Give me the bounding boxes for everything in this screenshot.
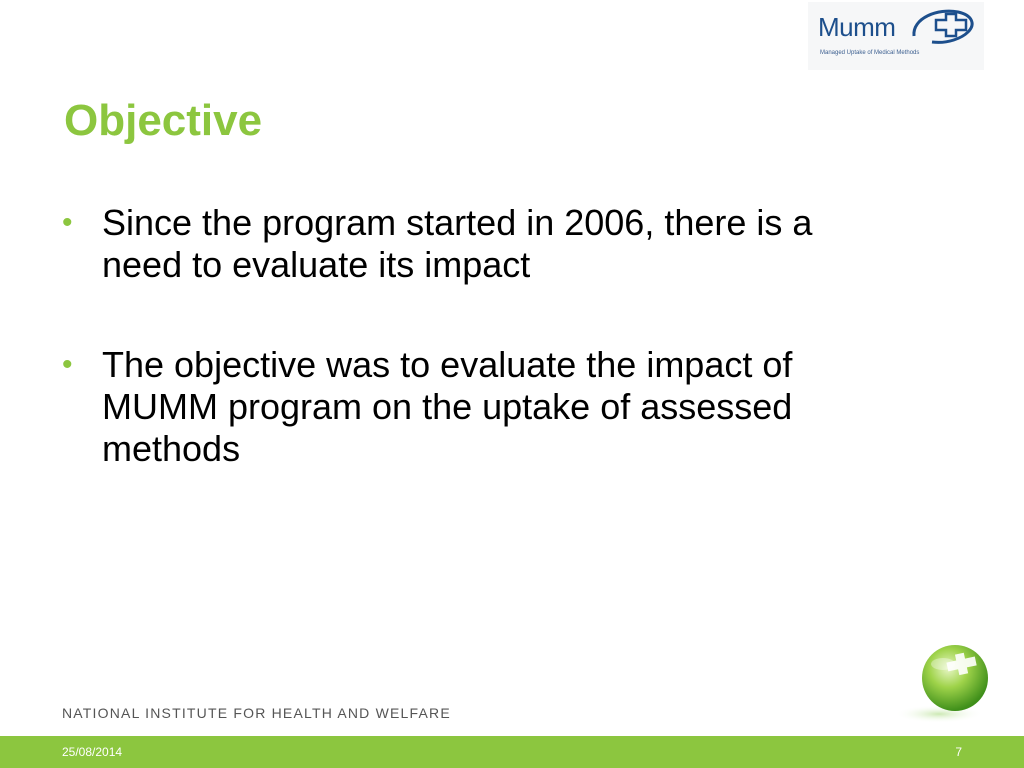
bullet-item [62,202,862,286]
mumm-logo [808,2,984,70]
bullet-dot-icon: • [62,206,73,239]
footer-date: 25/08/2014 [62,745,123,759]
bullet-list [62,202,862,470]
logo-wordmark: Mumm [818,12,896,42]
institute-name: NATIONAL INSTITUTE FOR HEALTH AND WELFARE [62,705,451,721]
mumm-cross-logo-icon [908,6,978,52]
green-globe-icon [893,642,997,726]
slide-title: Objective [64,96,263,145]
bullet-text: The objective was to evaluate the impact of MUMM program on the uptake of assessed methods [102,344,793,469]
page-number: 7 [955,745,962,759]
bullet-dot-icon: • [62,348,73,381]
footer-bar [0,736,1024,768]
bullet-text: Since the program started in 2006, there is a need to evaluate its impact [102,202,813,285]
bullet-item [62,344,862,470]
logo-tagline: Managed Uptake of Medical Methods [820,50,920,56]
